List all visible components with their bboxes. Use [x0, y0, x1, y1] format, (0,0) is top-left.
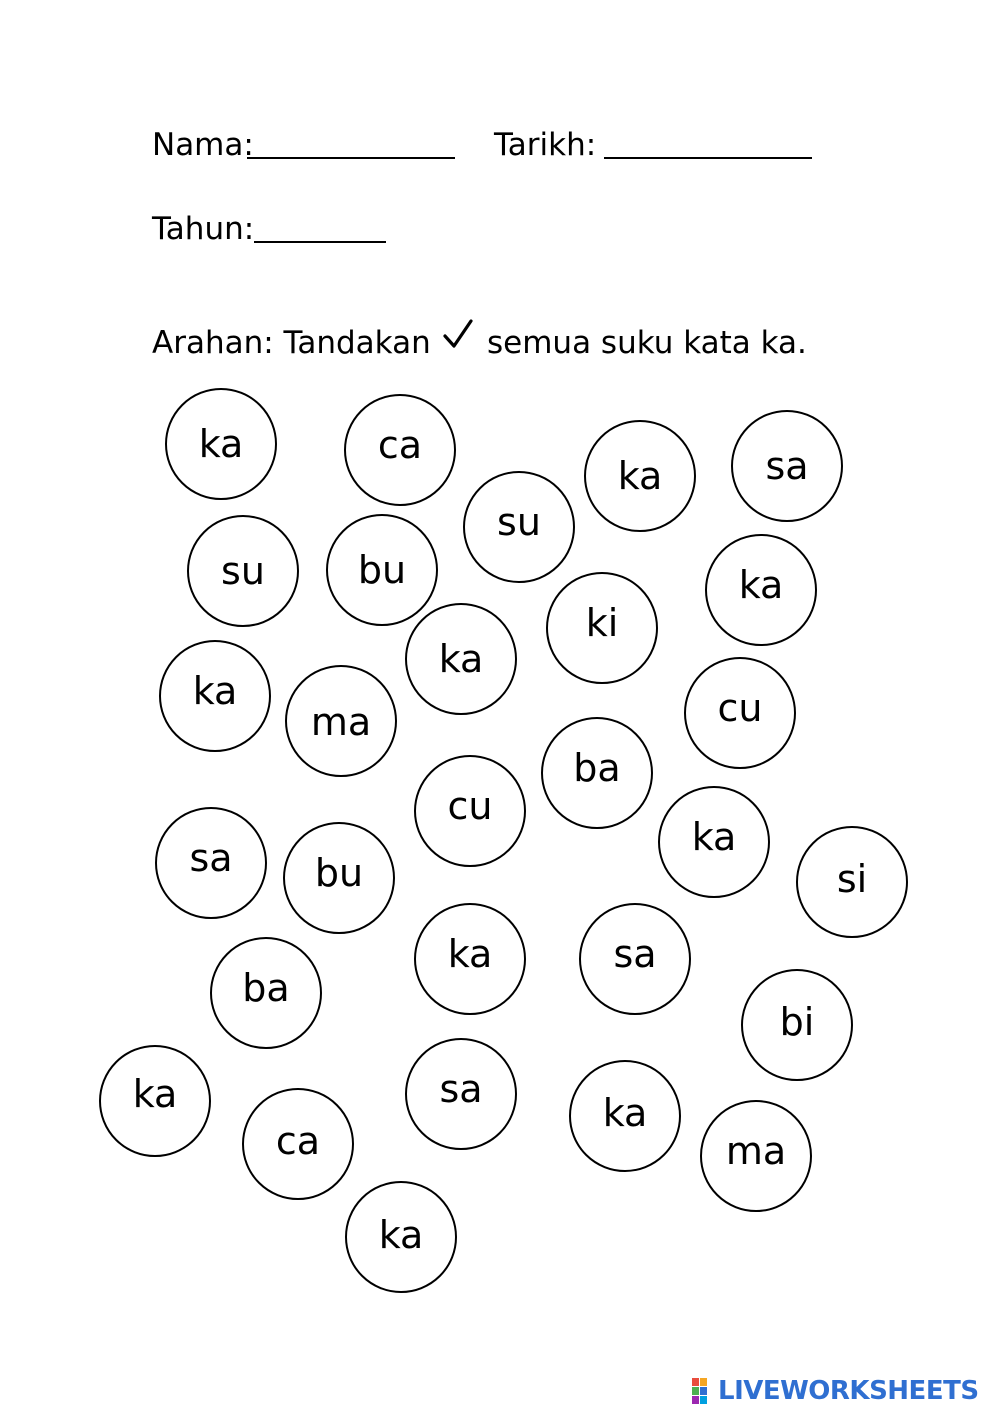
- instruction-prefix: Arahan: Tandakan: [152, 325, 431, 361]
- syllable-bubble[interactable]: [658, 786, 770, 898]
- syllable-text: su: [497, 500, 541, 544]
- tarikh-blank[interactable]: [604, 157, 812, 159]
- syllable-text: sa: [765, 444, 809, 488]
- syllable-bubble[interactable]: [796, 826, 908, 938]
- syllable-bubble[interactable]: [159, 640, 271, 752]
- syllable-text: ki: [585, 601, 619, 645]
- syllable-bubble[interactable]: [99, 1045, 211, 1157]
- syllable-text: ca: [275, 1119, 321, 1163]
- nama-label: Nama:: [152, 127, 254, 163]
- syllable-text: ka: [438, 637, 484, 681]
- syllable-bubble[interactable]: [705, 534, 817, 646]
- syllable-bubble[interactable]: [326, 514, 438, 626]
- syllable-text: sa: [189, 836, 233, 880]
- nama-blank[interactable]: [247, 157, 455, 159]
- syllable-text: bu: [314, 851, 364, 895]
- syllable-bubble[interactable]: [345, 1181, 457, 1293]
- instruction-suffix: semua suku kata ka.: [487, 325, 807, 361]
- syllable-text: ca: [377, 423, 423, 467]
- syllable-text: si: [836, 857, 868, 901]
- syllable-bubble[interactable]: [414, 903, 526, 1015]
- syllable-bubble[interactable]: [405, 603, 517, 715]
- syllable-bubble[interactable]: [285, 665, 397, 777]
- syllable-bubble[interactable]: [344, 394, 456, 506]
- syllable-bubble[interactable]: [187, 515, 299, 627]
- syllable-bubble[interactable]: [405, 1038, 517, 1150]
- syllable-bubble[interactable]: [741, 969, 853, 1081]
- syllable-text: ka: [192, 669, 238, 713]
- syllable-bubble[interactable]: [463, 471, 575, 583]
- syllable-text: ka: [617, 454, 663, 498]
- syllable-bubble[interactable]: [541, 717, 653, 829]
- syllable-text: ba: [573, 746, 621, 790]
- liveworksheets-brand: [692, 1376, 992, 1406]
- syllable-bubble[interactable]: [684, 657, 796, 769]
- brand-text: LIVEWORKSHEETS: [718, 1376, 979, 1406]
- tahun-label: Tahun:: [152, 211, 255, 247]
- syllable-bubble[interactable]: [242, 1088, 354, 1200]
- syllable-text: ka: [378, 1213, 424, 1257]
- syllable-text: ka: [602, 1091, 648, 1135]
- syllable-text: ka: [132, 1072, 178, 1116]
- syllable-text: sa: [439, 1067, 483, 1111]
- syllable-text: ka: [738, 563, 784, 607]
- tarikh-label: Tarikh:: [494, 127, 597, 163]
- syllable-text: bi: [779, 1000, 815, 1044]
- syllable-bubble[interactable]: [569, 1060, 681, 1172]
- tahun-blank[interactable]: [254, 241, 386, 243]
- syllable-text: bu: [357, 548, 407, 592]
- syllable-text: su: [221, 549, 265, 593]
- syllable-text: ma: [310, 700, 372, 744]
- syllable-text: ka: [198, 422, 244, 466]
- liveworksheets-logo-icon: [692, 1378, 716, 1404]
- syllable-text: cu: [717, 686, 763, 730]
- syllable-text: ka: [447, 932, 493, 976]
- syllable-bubble[interactable]: [165, 388, 277, 500]
- syllable-bubble[interactable]: [579, 903, 691, 1015]
- syllable-bubble[interactable]: [414, 755, 526, 867]
- syllable-text: sa: [613, 932, 657, 976]
- syllable-bubble[interactable]: [283, 822, 395, 934]
- syllable-text: ka: [691, 815, 737, 859]
- syllable-text: ma: [725, 1129, 787, 1173]
- syllable-bubble[interactable]: [210, 937, 322, 1049]
- syllable-bubble[interactable]: [700, 1100, 812, 1212]
- check-icon: [443, 318, 473, 350]
- syllable-bubble[interactable]: [155, 807, 267, 919]
- syllable-text: cu: [447, 784, 493, 828]
- syllable-bubble[interactable]: [731, 410, 843, 522]
- syllable-text: ba: [242, 966, 290, 1010]
- syllable-bubble[interactable]: [584, 420, 696, 532]
- syllable-bubble[interactable]: [546, 572, 658, 684]
